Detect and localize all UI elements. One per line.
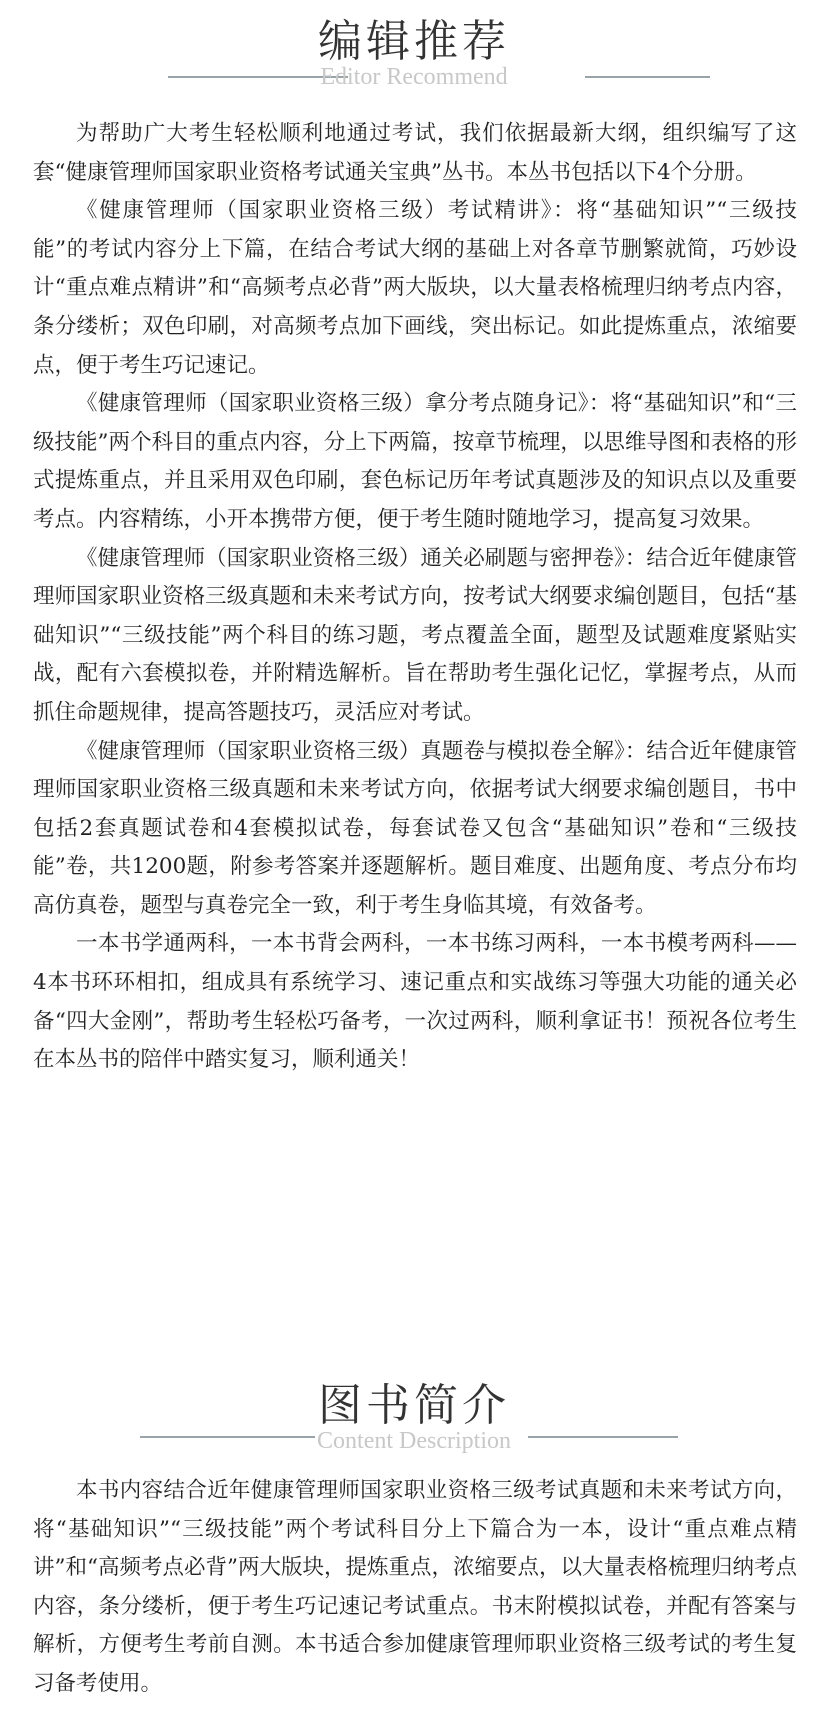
editor-recommend-subtitle: Editor Recommend	[320, 64, 508, 90]
editor-recommend-body	[33, 115, 797, 1080]
paragraph: 为帮助广大考生轻松顺利地通过考试，我们依据最新大纲，组织编写了这套“健康管理师国家职业资格考试通关宝典”丛书。本丛书包括以下4个分册。	[33, 121, 797, 185]
paragraph: 一本书学通两科，一本书背会两科，一本书练习两科，一本书模考两科——4本书环环相扣，组成具有系统学习、速记重点和实战练习等强大功能的通关必备“四大金刚”，帮助考生轻松巧备考，一次过两科，顺利拿证书！预祝各位考生在本丛书的陪伴中踏实复习，顺利通关！	[33, 931, 797, 1073]
paragraph: 本书内容结合近年健康管理师国家职业资格三级考试真题和未来考试方向，将“基础知识”“三级技能”两个考试科目分上下篇合为一本，设计“重点难点精讲”和“高频考点必背”两大版块，提炼重点，浓缩要点，以大量表格梳理归纳考点内容，条分缕析，便于考生巧记速记考试重点。书末附模拟试卷，并配有答案与解析，方便考生考前自测。本书适合参加健康管理师职业资格三级考试的考生复习备考使用。	[33, 1478, 797, 1696]
content-description-header	[0, 1380, 828, 1454]
paragraph: 《健康管理师（国家职业资格三级）真题卷与模拟卷全解》：结合近年健康管理师国家职业资格三级真题和未来考试方向，依据考试大纲要求编创题目，书中包括2套真题试卷和4套模拟试卷，每套试卷又包含“基础知识”卷和“三级技能”卷，共1200题，附参考答案并逐题解析。题目难度、出题角度、考点分布均高仿真卷，题型与真卷完全一致，利于考生身临其境，有效备考。	[33, 738, 797, 918]
content-description-title: 图书简介	[318, 1380, 510, 1431]
content-description-subtitle: Content Description	[317, 1428, 511, 1454]
editor-recommend-title: 编辑推荐	[318, 16, 510, 67]
editor-recommend-header	[0, 16, 828, 90]
paragraph: 《健康管理师（国家职业资格三级）通关必刷题与密押卷》：结合近年健康管理师国家职业资格三级真题和未来考试方向，按考试大纲要求编创题目，包括“基础知识”“三级技能”两个科目的练习题，考点覆盖全面，题型及试题难度紧贴实战，配有六套模拟卷，并附精选解析。旨在帮助考生强化记忆，掌握考点，从而抓住命题规律，提高答题技巧，灵活应对考试。	[33, 545, 797, 725]
paragraph: 《健康管理师（国家职业资格三级）拿分考点随身记》：将“基础知识”和“三级技能”两个科目的重点内容，分上下两篇，按章节梳理，以思维导图和表格的形式提炼重点，并且采用双色印刷，套色标记历年考试真题涉及的知识点以及重要考点。内容精练，小开本携带方便，便于考生随时随地学习，提高复习效果。	[33, 391, 797, 532]
paragraph: 《健康管理师（国家职业资格三级）考试精讲》：将“基础知识”“三级技能”的考试内容分上下篇，在结合考试大纲的基础上对各章节删繁就简，巧妙设计“重点难点精讲”和“高频考点必背”两大版块，以大量表格梳理归纳考点内容，条分缕析；双色印刷，对高频考点加下画线，突出标记。如此提炼重点，浓缩要点，便于考生巧记速记。	[33, 198, 797, 378]
content-description-body	[33, 1472, 797, 1704]
